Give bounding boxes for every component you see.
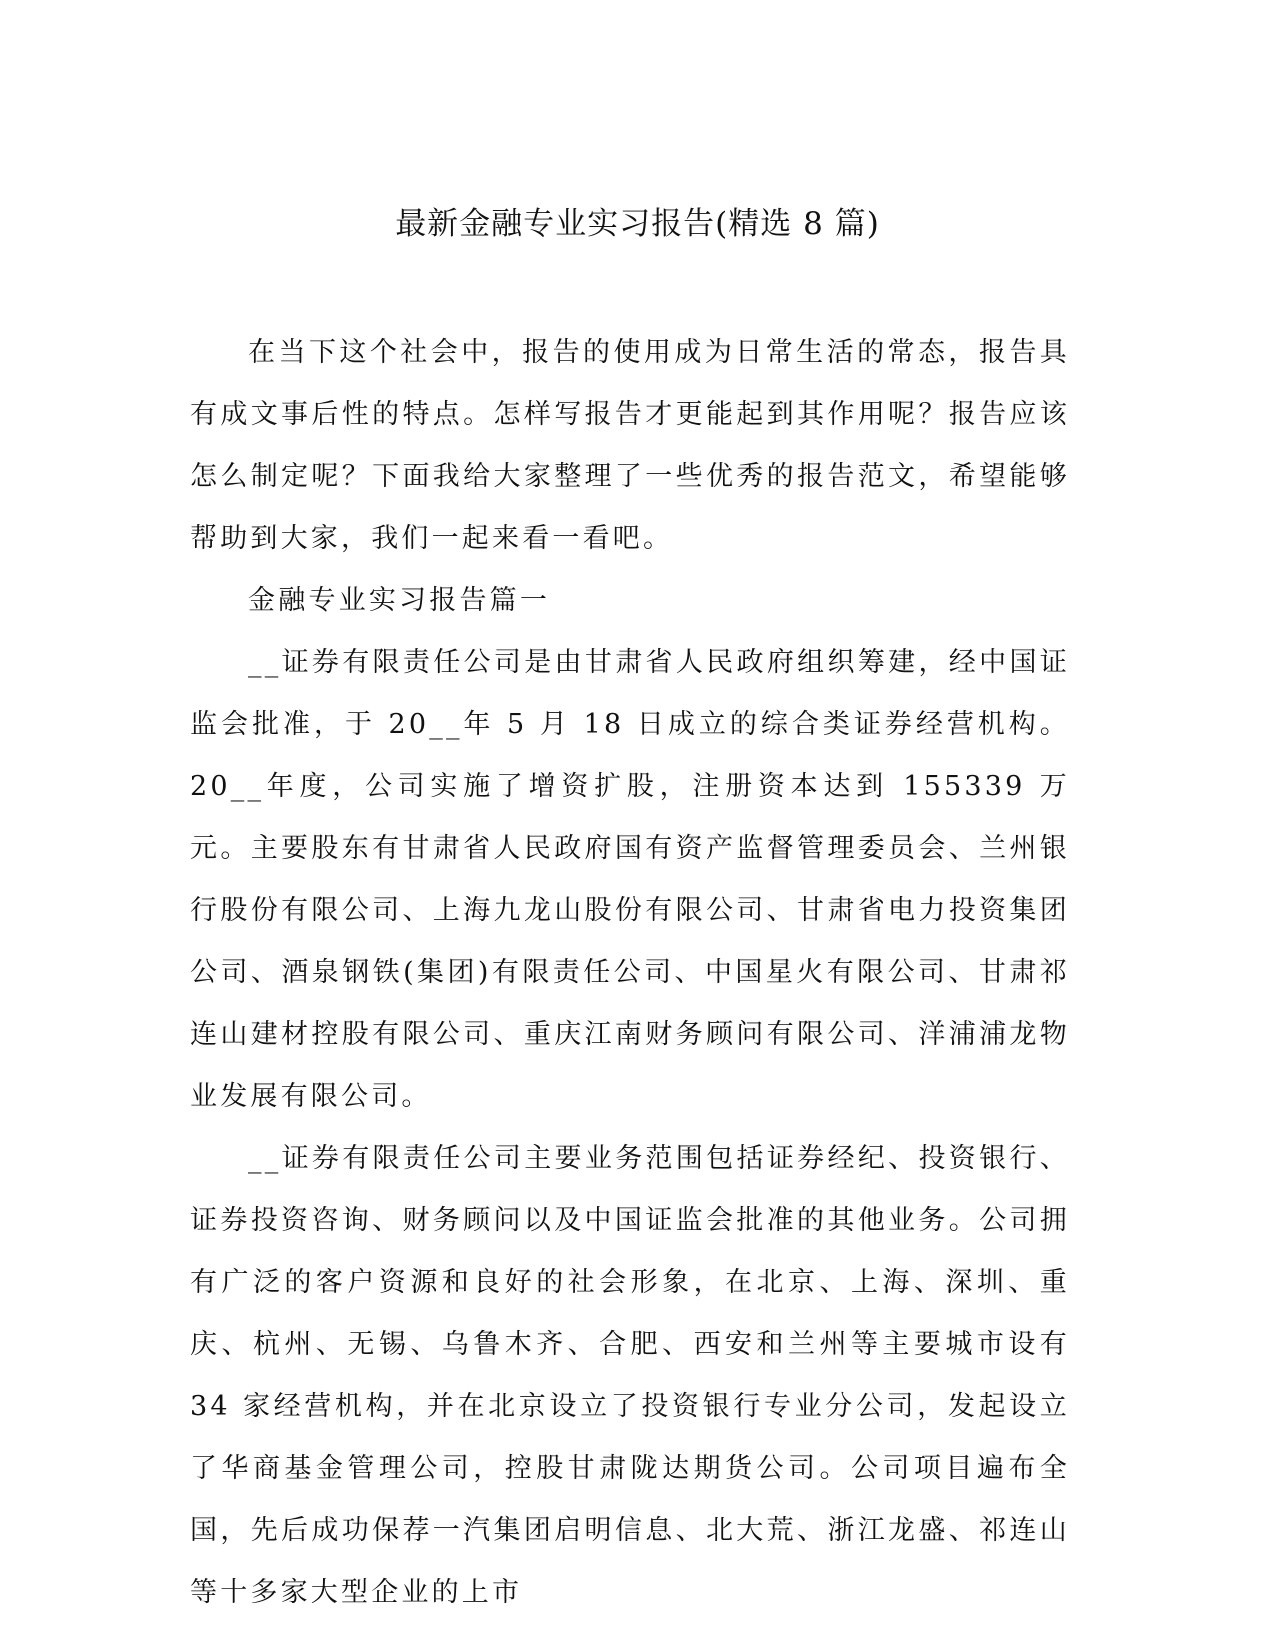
document-body [190, 322, 1070, 1624]
document-title: 最新金融专业实习报告(精选 8 篇) [395, 206, 880, 242]
company-overview-paragraph: __证券有限责任公司是由甘肃省人民政府组织筹建，经中国证监会批准，于 20__年 5 月 18 日成立的综合类证券经营机构。20__年度，公司实施了增资扩股，注册资本达到 155339 万元。主要股东有甘肃省人民政府国有资产监督管理委员会、兰州银行股份有限公司、上海九龙山股份有限公司、甘肃省电力投资集团公司、酒泉钢铁(集团)有限责任公司、中国星火有限公司、甘肃祁连山建材控股有限公司、重庆江南财务顾问有限公司、洋浦浦龙物业发展有限公司。 [190, 647, 1070, 1112]
intro-paragraph: 在当下这个社会中，报告的使用成为日常生活的常态，报告具有成文事后性的特点。怎样写报告才更能起到其作用呢？报告应该怎么制定呢？下面我给大家整理了一些优秀的报告范文，希望能够帮助到大家，我们一起来看一看吧。 [190, 337, 1070, 554]
section-heading: 金融专业实习报告篇一 [248, 585, 551, 616]
business-scope-paragraph: __证券有限责任公司主要业务范围包括证券经纪、投资银行、证券投资咨询、财务顾问以及中国证监会批准的其他业务。公司拥有广泛的客户资源和良好的社会形象，在北京、上海、深圳、重庆、杭州、无锡、乌鲁木齐、合肥、西安和兰州等主要城市设有 34 家经营机构，并在北京设立了投资银行专业分公司，发起设立了华商基金管理公司，控股甘肃陇达期货公司。公司项目遍布全国，先后成功保荐一汽集团启明信息、北大荒、浙江龙盛、祁连山等十多家大型企业的上市 [190, 1143, 1070, 1608]
